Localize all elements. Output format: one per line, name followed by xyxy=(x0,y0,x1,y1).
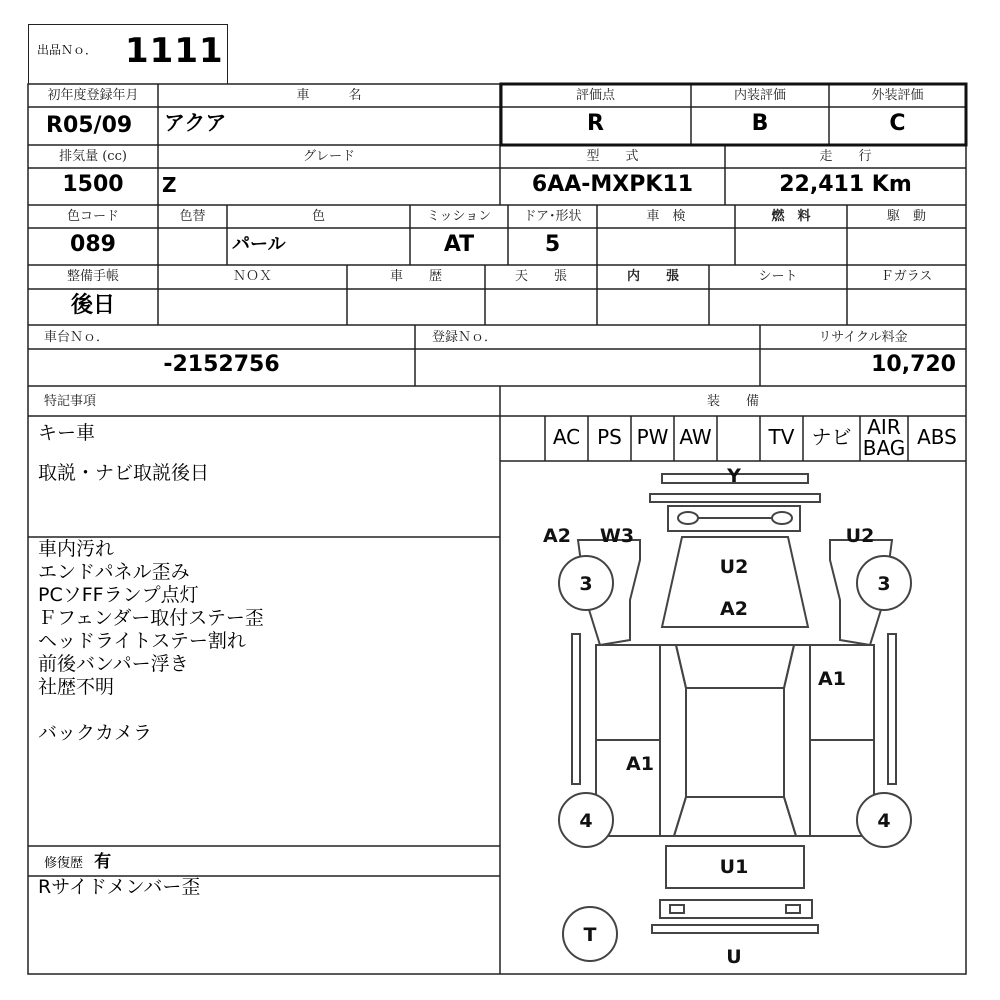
seat-label: シート xyxy=(758,269,798,284)
grade-label: グレード xyxy=(302,149,355,164)
notes-line-1: キー車 xyxy=(38,422,96,444)
car-name-label: 車 名 xyxy=(296,88,362,103)
equipment-item-tv: TV xyxy=(768,425,795,449)
color-code-label: 色コード xyxy=(66,209,119,224)
notes-line-2: 取説・ナビ取説後日 xyxy=(38,462,210,484)
fuel-label: 燃 料 xyxy=(771,209,811,224)
interior-score-value: B xyxy=(751,111,769,136)
color-code-value: 089 xyxy=(70,232,116,257)
repair-detail: Rサイドメンバー歪 xyxy=(38,876,201,898)
lot-label: 出品Ｎｏ． xyxy=(37,43,98,57)
model-label: 型 式 xyxy=(586,149,639,164)
exterior-score-label: 外装評価 xyxy=(871,88,924,103)
history-label: 車 歴 xyxy=(389,269,442,284)
mark-front-top: Y xyxy=(727,465,741,487)
equipment-item-abs: ABS xyxy=(917,425,957,449)
mark-left-side: A1 xyxy=(626,753,654,775)
score-label: 評価点 xyxy=(575,88,615,103)
color-label: 色 xyxy=(311,209,325,224)
equipment-item-navi: ナビ xyxy=(811,425,852,449)
color-value: パール xyxy=(232,234,286,255)
chassis-label: 車台Ｎｏ． xyxy=(44,330,110,345)
grade-value: Z xyxy=(162,173,177,197)
cabin-outline xyxy=(676,645,794,688)
notes-label: 特記事項 xyxy=(44,394,97,409)
mark-front-left-b: W3 xyxy=(599,525,635,547)
reg-year-label: 初年度登録年月 xyxy=(47,88,139,103)
repaint-label: 色替 xyxy=(179,209,206,224)
chassis-value: -2152756 xyxy=(163,352,280,377)
maintenance-label: 整備手帳 xyxy=(66,269,119,284)
tire-fr-grade: 3 xyxy=(877,573,891,595)
inspection-label: 車 検 xyxy=(646,209,686,224)
mission-label: ミッション xyxy=(426,209,492,224)
nox-label: ＮＯＸ xyxy=(232,269,272,284)
mark-trunk: U1 xyxy=(719,856,749,878)
mark-rear-bottom: U xyxy=(726,946,742,968)
recycle-label: リサイクル料金 xyxy=(818,330,908,345)
drive-label: 駆 動 xyxy=(886,209,926,224)
mark-hood-1: U2 xyxy=(719,556,749,578)
reg-year-value: R05/09 xyxy=(46,113,133,138)
roof-label: 天 張 xyxy=(514,269,567,284)
door-value: 5 xyxy=(544,232,561,257)
displacement-value: 1500 xyxy=(62,172,124,197)
registration-label: 登録Ｎｏ． xyxy=(432,330,498,345)
tire-rr-grade: 4 xyxy=(877,810,891,832)
door-label: ドア･形状 xyxy=(523,209,582,224)
model-value: 6AA-MXPK11 xyxy=(531,172,694,197)
equipment-item-ps: PS xyxy=(597,425,622,449)
roof-outline xyxy=(686,688,784,797)
front-grille-outline xyxy=(650,494,820,502)
interior-score-label: 内装評価 xyxy=(733,88,786,103)
repair-history-label: 修復歴 xyxy=(44,856,84,871)
displacement-label: 排気量 (cc) xyxy=(59,149,127,164)
mileage-value: 22,411 Km xyxy=(779,172,912,197)
recycle-value: 10,720 xyxy=(871,352,956,377)
fglass-label: Ｆガラス xyxy=(880,269,933,284)
spare-tire-grade: T xyxy=(583,924,597,946)
car-name-value: アクア xyxy=(164,111,227,135)
lot-number: 1111 xyxy=(125,31,224,71)
maintenance-value: 後日 xyxy=(70,293,115,318)
equipment-item-aw: AW xyxy=(679,425,712,449)
rear-window-outline xyxy=(674,797,796,836)
tire-fl-grade: 3 xyxy=(579,573,593,595)
equipment-label: 装 備 xyxy=(706,394,759,409)
equipment-item-ac: AC xyxy=(552,425,581,449)
mark-right-side: A1 xyxy=(818,668,846,690)
mileage-label: 走 行 xyxy=(819,149,872,164)
mark-hood-2: A2 xyxy=(720,598,748,620)
equipment-item-pw: PW xyxy=(636,425,669,449)
rear-bumper-outline xyxy=(660,900,812,918)
exterior-score-value: C xyxy=(889,111,906,136)
repair-history-value: 有 xyxy=(94,852,112,872)
tire-rl-grade: 4 xyxy=(579,810,593,832)
mark-front-right: U2 xyxy=(845,525,875,547)
mark-front-left-a: A2 xyxy=(543,525,571,547)
mission-value: AT xyxy=(443,232,475,257)
notes-block: 車内汚れ エンドパネル歪み PCソFFランプ点灯 Ｆフェンダー取付ステー歪 ヘッドライトステー割れ 前後バンパー浮き 社歴不明 バックカメラ xyxy=(38,538,264,744)
interior-trim-label: 内 張 xyxy=(626,269,679,284)
equipment-item-airbag: AIR BAG xyxy=(862,415,906,460)
score-value: R xyxy=(587,111,604,136)
